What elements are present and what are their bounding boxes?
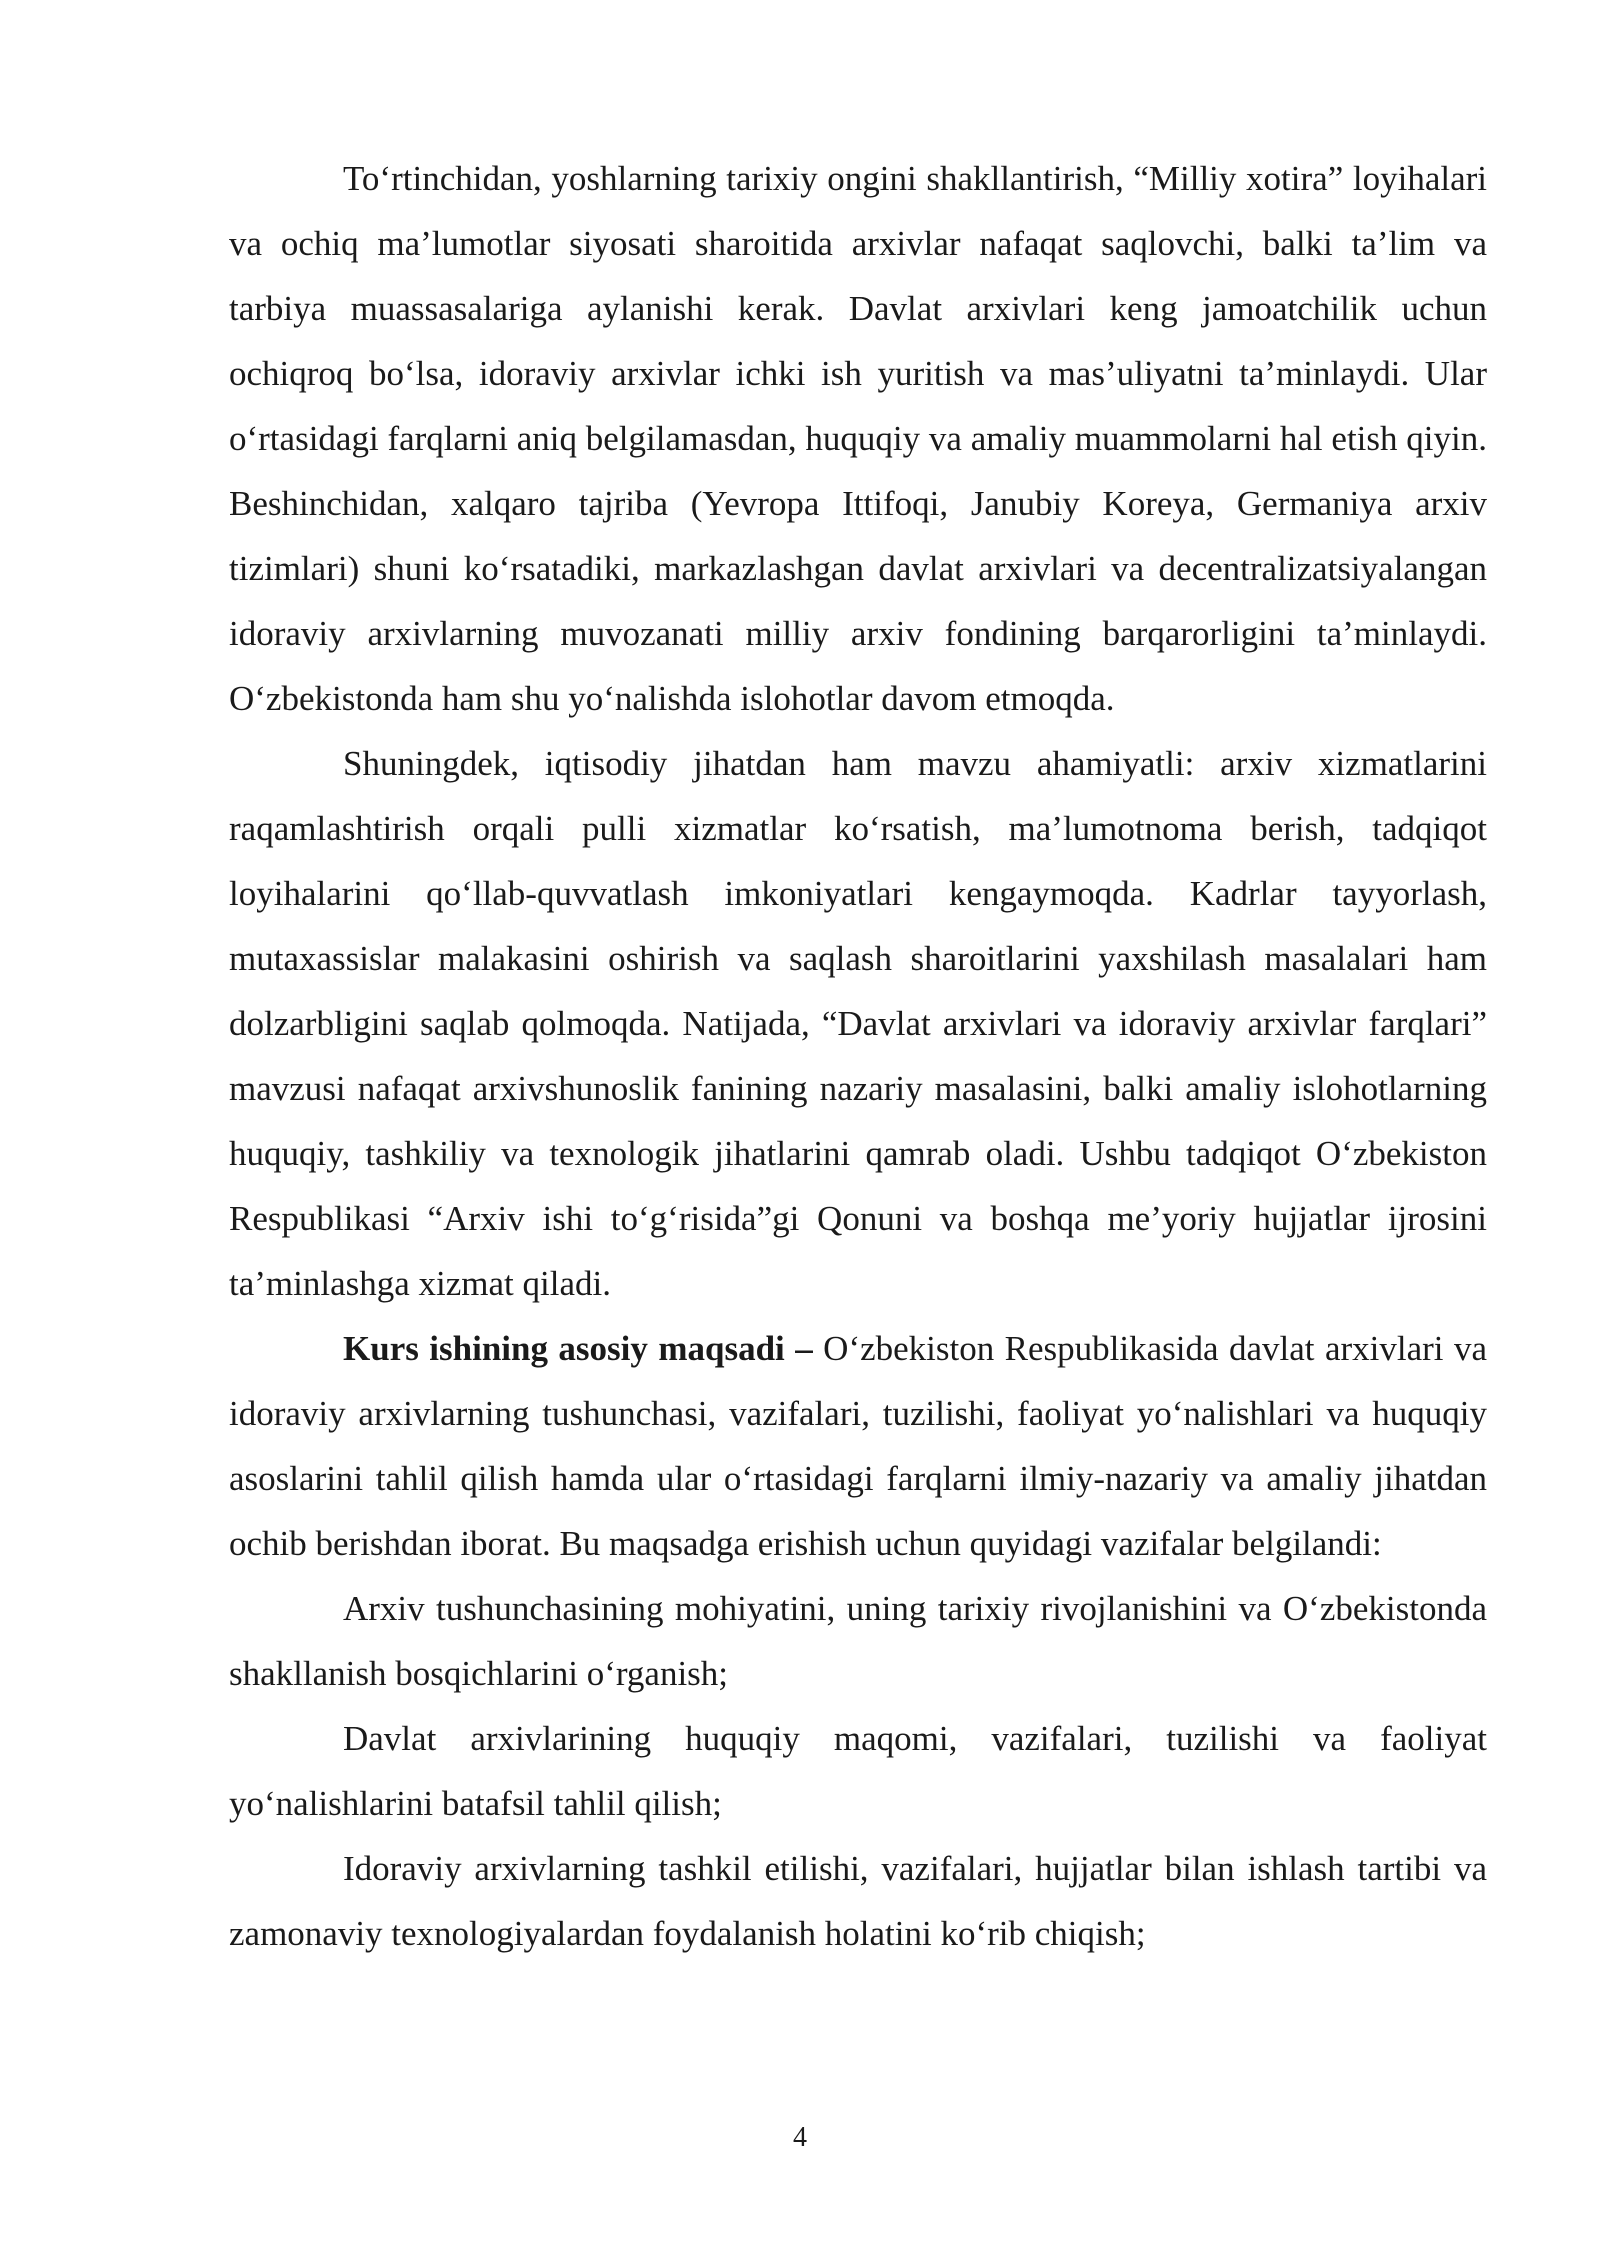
paragraph-economic-relevance: Shuningdek, iqtisodiy jihatdan ham mavzu ahamiyatli: arxiv xizmatlarini raqamlashtirish orqali pulli xizmatlar ko‘rsatish, ma’lumotnoma berish, tadqiqot loyihalarini qo‘llab-quvvatlash imkoniyatlari kengaymoqda. Kadrlar tayyorlash, mutaxassislar malakasini oshirish va saqlash sharoitlarini yaxshilash masalalari ham dolzarbligini saqlab qolmoqda. Natijada, “Davlat arxivlari va idoraviy arxivlar farqlari” mavzusi nafaqat arxivshunoslik fanining nazariy masalasini, balki amaliy islohotlarning huquqiy, tashkiliy va texnologik jihatlarini qamrab oladi. Ushbu tadqiqot O‘zbekiston Respublikasi “Arxiv ishi to‘g‘risida”gi Qonuni va boshqa me’yoriy hujjatlar ijrosini ta’minlashga xizmat qiladi. bbox=[229, 744, 1487, 1303]
goal-text: O‘zbekiston Respublikasida davlat arxivlari va idoraviy arxivlarning tushunchasi, vazifalari, tuzilishi, faoliyat yo‘nalishlari va huquqiy asoslarini tahlil qilish hamda ular o‘rtasidagi farqlarni ilmiy-nazariy va amaliy jihatdan ochib berishdan iborat. Bu maqsadga erishish uchun quyidagi vazifalar belgilandi: bbox=[229, 1329, 1487, 1563]
page-number: 4 bbox=[793, 2122, 807, 2153]
document-body bbox=[229, 146, 1487, 1966]
paragraph-fourth-point: To‘rtinchidan, yoshlarning tarixiy ongini shakllantirish, “Milliy xotira” loyihalari va ochiq ma’lumotlar siyosati sharoitida arxivlar nafaqat saqlovchi, balki ta’lim va tarbiya muassasalariga aylanishi kerak. Davlat arxivlari keng jamoatchilik uchun ochiqroq bo‘lsa, idoraviy arxivlar ichki ish yuritish va mas’uliyatni ta’minlaydi. Ular o‘rtasidagi farqlarni aniq belgilamasdan, huquqiy va amaliy muammolarni hal etish qiyin. Beshinchidan, xalqaro tajriba (Yevropa Ittifoqi, Janubiy Koreya, Germaniya arxiv tizimlari) shuni ko‘rsatadiki, markazlashgan davlat arxivlari va decentralizatsiyalangan idoraviy arxivlarning muvozanati milliy arxiv fondining barqarorligini ta’minlaydi. O‘zbekistonda ham shu yo‘nalishda islohotlar davom etmoqda. bbox=[229, 159, 1487, 718]
task-item: Arxiv tushunchasining mohiyatini, uning tarixiy rivojlanishini va O‘zbekistonda shakllanish bosqichlarini o‘rganish; bbox=[229, 1589, 1487, 1693]
goal-bold-lead: Kurs ishining asosiy maqsadi – bbox=[343, 1329, 813, 1368]
task-item: Idoraviy arxivlarning tashkil etilishi, vazifalari, hujjatlar bilan ishlash tartibi va zamonaviy texnologiyalardan foydalanish holatini ko‘rib chiqish; bbox=[229, 1849, 1487, 1953]
task-item: Davlat arxivlarining huquqiy maqomi, vazifalari, tuzilishi va faoliyat yo‘nalishlarini batafsil tahlil qilish; bbox=[229, 1719, 1487, 1823]
paragraph-course-goal bbox=[229, 1316, 1487, 1576]
